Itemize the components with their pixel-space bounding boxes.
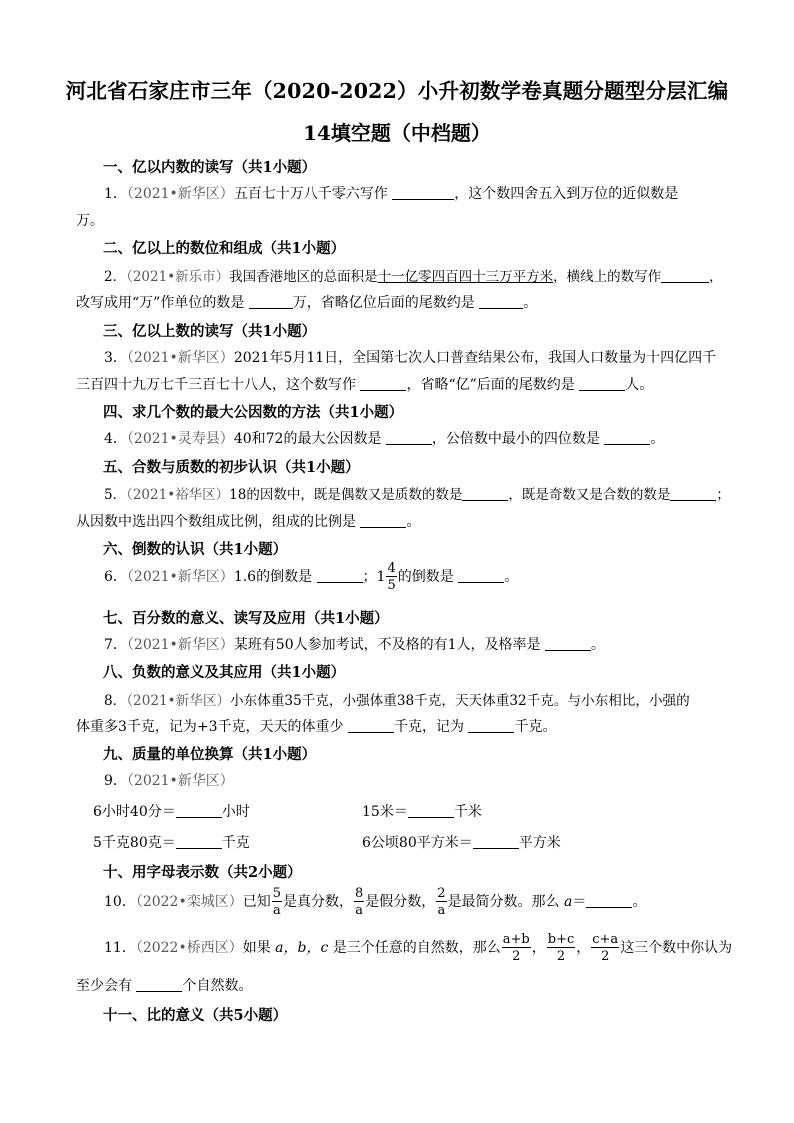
mixed-number-whole: 1 — [376, 569, 386, 585]
answer-blank[interactable] — [360, 514, 406, 528]
question-text: 千克。 — [514, 719, 557, 735]
question-text: 是三个任意的自然数，那么 — [332, 940, 501, 956]
question-number: 10． — [104, 894, 136, 910]
fraction — [354, 887, 364, 917]
question-source: （2021•新华区） — [126, 186, 234, 202]
punctuation: 。 — [406, 514, 421, 530]
question-text: 2021年5月11日，全国第七次人口普查结果公布，我国人口数量为十四亿四千 — [233, 350, 717, 366]
question-text: ，省略“亿”后面的尾数约是 — [406, 377, 575, 393]
punctuation: 。 — [632, 894, 647, 910]
answer-blank[interactable] — [360, 377, 406, 391]
conversion-unit: 平方米 — [518, 835, 561, 851]
question-text: ，横线上的数写作 — [553, 269, 662, 285]
conversion-item-4 — [362, 832, 561, 852]
question-source: （2022•栾城区） — [135, 894, 243, 910]
question-1-continued: 万。 — [76, 213, 104, 229]
question-source: （2021•灵寿县） — [126, 431, 234, 447]
answer-blank[interactable] — [458, 569, 504, 583]
fraction-numerator: 4 — [387, 561, 396, 576]
question-text: 小东体重35千克，小强体重38千克，天天体重32千克。与小东相比，小强的 — [230, 693, 690, 709]
question-number: 7． — [104, 637, 127, 653]
answer-blank[interactable] — [604, 431, 650, 445]
question-text: 是真分数， — [283, 894, 353, 910]
question-7 — [104, 634, 605, 654]
question-number: 4． — [104, 431, 127, 447]
conversion-item-3 — [93, 832, 250, 852]
question-text: ，既是奇数又是合数的数是 — [508, 487, 671, 503]
answer-blank[interactable] — [670, 487, 716, 501]
question-text: 这三个数中你认为 — [620, 940, 733, 956]
answer-blank[interactable] — [661, 269, 709, 283]
document-subtitle: 14填空题（中档题） — [303, 121, 491, 145]
answer-blank[interactable] — [317, 569, 363, 583]
answer-blank[interactable] — [386, 431, 432, 445]
fraction — [386, 562, 396, 592]
section-heading-6: 六、倒数的认识（共1小题） — [103, 541, 288, 558]
question-3-continued — [76, 374, 653, 394]
question-text: 40和72的最大公因数是 — [233, 431, 382, 447]
question-text: 人。 — [625, 377, 654, 393]
variable: a — [564, 894, 573, 910]
question-source: （2021•新华区） — [126, 693, 231, 709]
fraction-numerator: b+c — [547, 932, 575, 947]
punctuation: ， — [709, 269, 723, 285]
conversion-text: 6小时40分＝ — [93, 804, 176, 820]
question-3 — [104, 347, 716, 367]
question-number: 5． — [104, 487, 127, 503]
question-source: （2021•新华区） — [126, 637, 234, 653]
question-text: 体重多3千克，记为+3千克，天天的体重少 — [76, 719, 344, 735]
question-text: 个自然数。 — [182, 978, 253, 994]
question-source: （2021•新华区） — [126, 569, 234, 585]
conversion-text: 5千克80克＝ — [93, 835, 176, 851]
answer-blank[interactable] — [462, 487, 508, 501]
question-2 — [104, 265, 723, 285]
question-11 — [104, 933, 732, 963]
answer-blank[interactable] — [473, 835, 519, 849]
question-text: 至少会有 — [76, 978, 132, 994]
answer-blank[interactable] — [392, 186, 454, 200]
question-text: 是假分数， — [365, 894, 436, 910]
punctuation: 。 — [523, 295, 538, 311]
answer-blank[interactable] — [579, 377, 625, 391]
underlined-number: 十一亿零四百四十三万平方米 — [377, 269, 554, 285]
question-1 — [104, 183, 678, 203]
punctuation: ； — [716, 487, 730, 503]
answer-blank[interactable] — [545, 637, 591, 651]
question-number: 1． — [104, 186, 127, 202]
question-8 — [104, 689, 690, 709]
section-heading-1: 一、亿以内数的读写（共1小题） — [103, 159, 317, 176]
conversion-text: 6公顷80平方米＝ — [362, 835, 473, 851]
punctuation: ， — [531, 940, 546, 956]
answer-blank[interactable] — [468, 719, 514, 733]
question-number: 9． — [104, 773, 127, 789]
conversion-text: 15米＝ — [362, 804, 408, 820]
question-number: 2． — [104, 269, 127, 285]
conversion-unit: 千克 — [221, 835, 250, 851]
fraction-denominator: a — [355, 903, 364, 918]
variables: a，b，c — [275, 940, 329, 956]
section-heading-3: 三、亿以上数的读写（共1小题） — [103, 323, 317, 340]
conversion-unit: 小时 — [221, 804, 250, 820]
fraction-numerator: 2 — [437, 886, 446, 901]
conversion-unit: 千米 — [453, 804, 482, 820]
question-number: 11． — [104, 940, 136, 956]
fraction-numerator: 8 — [355, 886, 364, 901]
conversion-item-2 — [362, 801, 482, 821]
question-text: 已知 — [242, 894, 271, 910]
fraction — [502, 933, 531, 963]
question-6 — [104, 562, 518, 592]
answer-blank[interactable] — [249, 295, 293, 309]
question-text: 五百七十万八千零六写作 — [233, 186, 388, 202]
section-heading-5: 五、合数与质数的初步认识（共1小题） — [103, 459, 360, 476]
question-text: 某班有50人参加考试，不及格的有1人，及格率是 — [233, 637, 541, 653]
answer-blank[interactable] — [176, 804, 222, 818]
punctuation: 。 — [650, 431, 665, 447]
question-source: （2021•新华区） — [126, 350, 234, 366]
fraction — [436, 887, 446, 917]
fraction-numerator: c+a — [592, 932, 619, 947]
punctuation: 。 — [591, 637, 605, 653]
question-text: 我国香港地区的总面积是 — [229, 269, 378, 285]
question-text: 千克，记为 — [394, 719, 464, 735]
question-number: 3． — [104, 350, 127, 366]
conversion-item-1 — [93, 801, 250, 821]
fraction-denominator: 2 — [601, 949, 610, 964]
question-10 — [104, 887, 646, 917]
answer-blank[interactable] — [479, 295, 523, 309]
fraction — [591, 933, 619, 963]
question-text: 的倒数是 — [397, 569, 454, 585]
fraction — [272, 887, 282, 917]
fraction-denominator: 2 — [556, 949, 566, 964]
question-11-continued — [76, 975, 252, 995]
question-text: 如果 — [242, 940, 271, 956]
question-9 — [104, 770, 234, 790]
question-number: 6． — [104, 569, 127, 585]
question-text: 1.6的倒数是 — [233, 569, 313, 585]
question-text: 从因数中选出四个数组成比例，组成的比例是 — [76, 514, 356, 530]
question-text: 三百四十九万七千三百七十八人，这个数写作 — [76, 377, 356, 393]
question-text: ＝ — [572, 894, 587, 910]
section-heading-10: 十、用字母表示数（共2小题） — [103, 864, 302, 881]
section-heading-2: 二、亿以上的数位和组成（共1小题） — [103, 240, 346, 257]
question-text: 18的因数中，既是偶数又是质数的数是 — [229, 487, 463, 503]
section-heading-8: 八、负数的意义及其应用（共1小题） — [103, 664, 346, 681]
section-heading-4: 四、求几个数的最大公因数的方法（共1小题） — [103, 404, 404, 421]
question-8-continued — [76, 716, 556, 736]
fraction-denominator: a — [272, 903, 281, 918]
section-heading-9: 九、质量的单位换算（共1小题） — [103, 746, 317, 763]
fraction-numerator: 5 — [272, 886, 281, 901]
document-title: 河北省石家庄市三年（2020-2022）小升初数学卷真题分题型分层汇编 — [65, 79, 729, 103]
question-text: 改写成用“万”作单位的数是 — [76, 295, 245, 311]
question-text: ，这个数四舍五入到万位的近似数是 — [454, 186, 679, 202]
answer-blank[interactable] — [408, 804, 454, 818]
question-source: （2021•新华区） — [126, 773, 234, 789]
question-text: 是最简分数。那么 — [447, 894, 560, 910]
punctuation: ； — [362, 569, 377, 585]
question-source: （2022•桥西区） — [135, 940, 243, 956]
question-5 — [104, 483, 730, 503]
section-heading-7: 七、百分数的意义、读写及应用（共1小题） — [103, 610, 389, 627]
fraction-numerator: a+b — [502, 932, 530, 947]
fraction — [547, 933, 576, 963]
answer-blank[interactable] — [136, 978, 182, 992]
question-4 — [104, 428, 664, 448]
question-text: ，公倍数中最小的四位数是 — [431, 431, 600, 447]
fraction-denominator: 5 — [387, 578, 396, 593]
answer-blank[interactable] — [348, 719, 394, 733]
question-number: 8． — [104, 693, 127, 709]
answer-blank[interactable] — [176, 835, 222, 849]
question-text: 万，省略亿位后面的尾数约是 — [292, 295, 475, 311]
punctuation: ， — [576, 940, 591, 956]
answer-blank[interactable] — [586, 894, 632, 908]
question-source: （2021•新乐市） — [126, 269, 230, 285]
punctuation: 。 — [504, 569, 519, 585]
question-5-continued — [76, 511, 420, 531]
fraction-denominator: a — [437, 903, 446, 918]
question-source: （2021•裕华区） — [126, 487, 230, 503]
question-2-continued — [76, 292, 537, 312]
section-heading-11: 十一、比的意义（共5小题） — [103, 1007, 288, 1024]
fraction-denominator: 2 — [512, 949, 521, 964]
